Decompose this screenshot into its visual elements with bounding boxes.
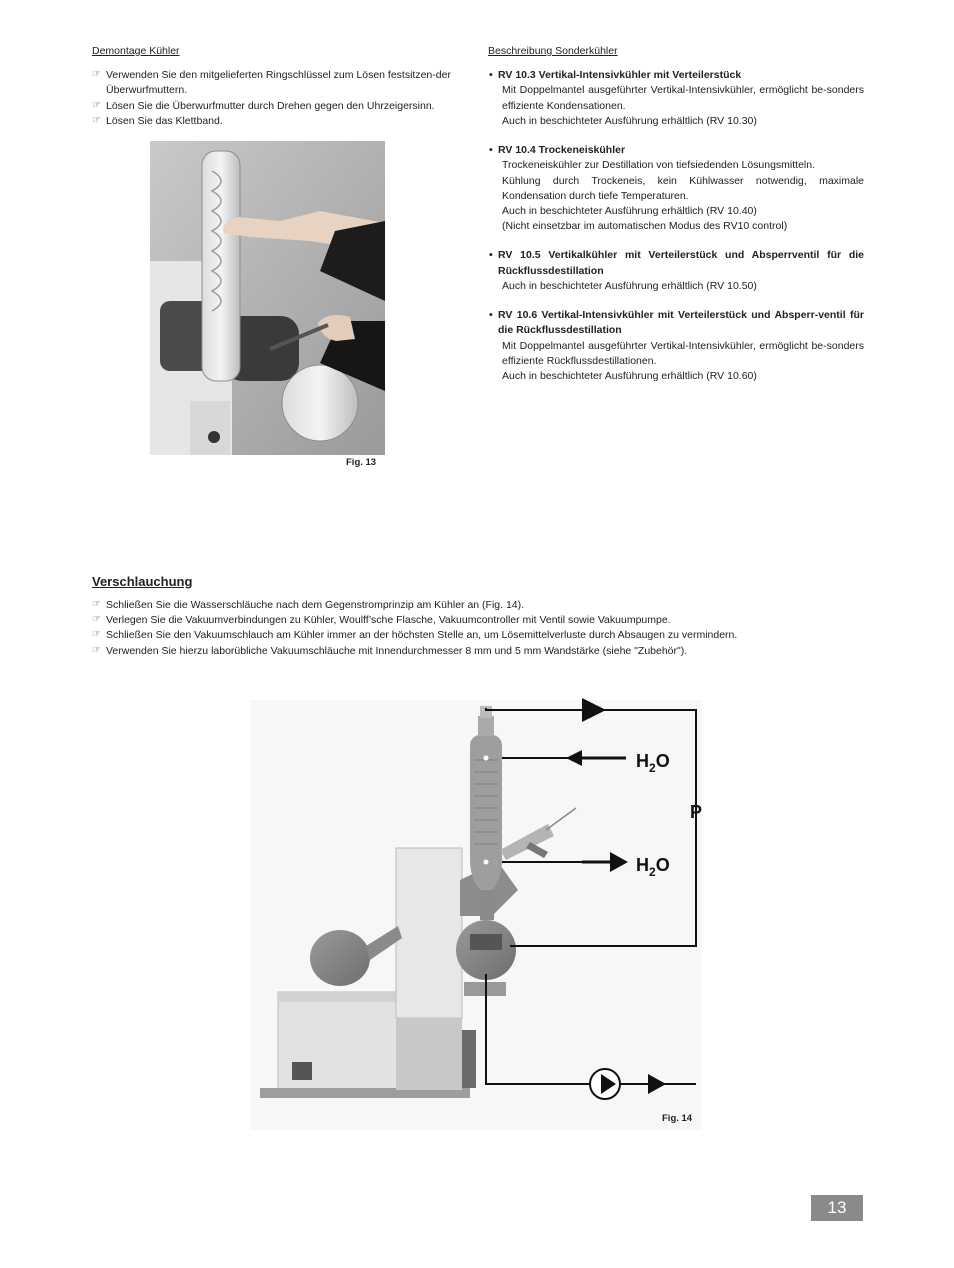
list-item: ☞ Verwenden Sie hierzu laborübliche Vakuumschläuche mit Innendurchmesser 8 mm und 5 mm Wandstärke (siehe "Zubehör").	[92, 644, 688, 657]
pointing-hand-icon: ☞	[92, 598, 101, 610]
cooler-desc: Auch in beschichteter Ausführung erhältlich (RV 10.60)	[502, 369, 757, 382]
sonderkuehler-section	[488, 44, 864, 398]
cooler-desc: Kühlung durch Trockeneis, kein Kühlwasser notwendig, maximale Kondensation durch tiefe Temperaturen.	[502, 174, 864, 202]
evaporating-flask	[310, 930, 370, 986]
bullet-dot-icon: •	[489, 69, 493, 82]
cooler-item-rv104	[488, 143, 864, 234]
h2o-inlet-label: $H_2O$	[636, 751, 670, 775]
demontage-heading: Demontage Kühler	[92, 45, 180, 57]
bullet-dot-icon: •	[489, 309, 493, 322]
cooler-desc: Auch in beschichteter Ausführung erhältlich (RV 10.50)	[502, 279, 757, 292]
cooler-desc: Mit Doppelmantel ausgeführter Vertikal-Intensivkühler, ermöglicht be-sonders effiziente Rückflussdestillationen.	[502, 339, 864, 367]
cooler-title: RV 10.6 Vertikal-Intensivkühler mit Verteilerstück und Absperr-ventil für die Rückflussdestillation	[498, 309, 864, 337]
pointing-hand-icon: ☞	[92, 629, 101, 641]
list-item: ☞ Verlegen Sie die Vakuumverbindungen zu Kühler, Woulff’sche Flasche, Vakuumcontroller mit Ventil sowie Vakuumpumpe.	[92, 614, 671, 627]
bullet-dot-icon: •	[489, 249, 493, 262]
lift-tower	[396, 848, 462, 1018]
fig14-caption: Fig. 14	[662, 1113, 693, 1124]
cooler-desc: Mit Doppelmantel ausgeführter Vertikal-Intensivkühler, ermöglicht be-sonders effiziente Kondensationen.	[502, 84, 864, 112]
cooler-desc: Auch in beschichteter Ausführung erhältlich (RV 10.30)	[502, 114, 757, 127]
cooler-title: RV 10.3 Vertikal-Intensivkühler mit Verteilerstück	[498, 69, 742, 82]
cooler-desc: Auch in beschichteter Ausführung erhältlich (RV 10.40)	[502, 204, 757, 217]
list-item: ☞ Verwenden Sie den mitgelieferten Ringschlüssel zum Lösen festsitzen-der Überwurfmuttern.	[92, 69, 451, 97]
bullet-dot-icon: •	[489, 144, 493, 157]
h2o-outlet-label: $H_2O$	[636, 855, 670, 879]
hose-connection-diagram	[230, 690, 710, 1130]
verschlauchung-section	[92, 573, 872, 659]
pointing-hand-icon: ☞	[92, 114, 101, 126]
cooler-desc: (Nicht einsetzbar im automatischen Modus des RV10 control)	[502, 220, 788, 233]
demontage-steps	[92, 68, 472, 129]
list-item: ☞ Schließen Sie die Wasserschläuche nach dem Gegenstromprinzip am Kühler an (Fig. 14).	[92, 598, 525, 611]
list-item: ☞ Schließen Sie den Vakuumschlauch am Kühler immer an der höchsten Stelle an, um Lösemittelverluste durch Absaugen zu vermindern.	[92, 629, 738, 642]
fig14-diagram	[230, 690, 710, 1130]
verschlauchung-steps	[92, 598, 872, 659]
sonderkuehler-heading: Beschreibung Sonderkühler	[488, 45, 618, 57]
pressure-label: P	[690, 802, 703, 822]
pointing-hand-icon: ☞	[92, 69, 101, 81]
pointing-hand-icon: ☞	[92, 644, 101, 656]
cooler-item-rv103	[488, 68, 864, 129]
demontage-section	[92, 44, 472, 129]
cooler-item-rv106	[488, 308, 864, 384]
verschlauchung-heading: Verschlauchung	[92, 574, 193, 589]
fig13-photo	[150, 141, 385, 455]
pointing-hand-icon: ☞	[92, 614, 101, 626]
fig13-caption: Fig. 13	[346, 457, 377, 468]
page-number: 13	[811, 1195, 863, 1221]
condenser-removal-photo	[150, 141, 385, 455]
cooler-desc: Trockeneiskühler zur Destillation von tiefsiedenden Lösungsmitteln.	[502, 159, 816, 172]
cooler-title: RV 10.4 Trockeneiskühler	[498, 144, 626, 157]
list-item: ☞ Lösen Sie das Klettband.	[92, 114, 223, 127]
cooler-title: RV 10.5 Vertikalkühler mit Verteilerstück und Absperrventil für die Rückflussdestillation	[498, 249, 864, 277]
list-item: ☞ Lösen Sie die Überwurfmutter durch Drehen gegen den Uhrzeigersinn.	[92, 99, 435, 112]
pointing-hand-icon: ☞	[92, 99, 101, 111]
cooler-item-rv105	[488, 248, 864, 294]
